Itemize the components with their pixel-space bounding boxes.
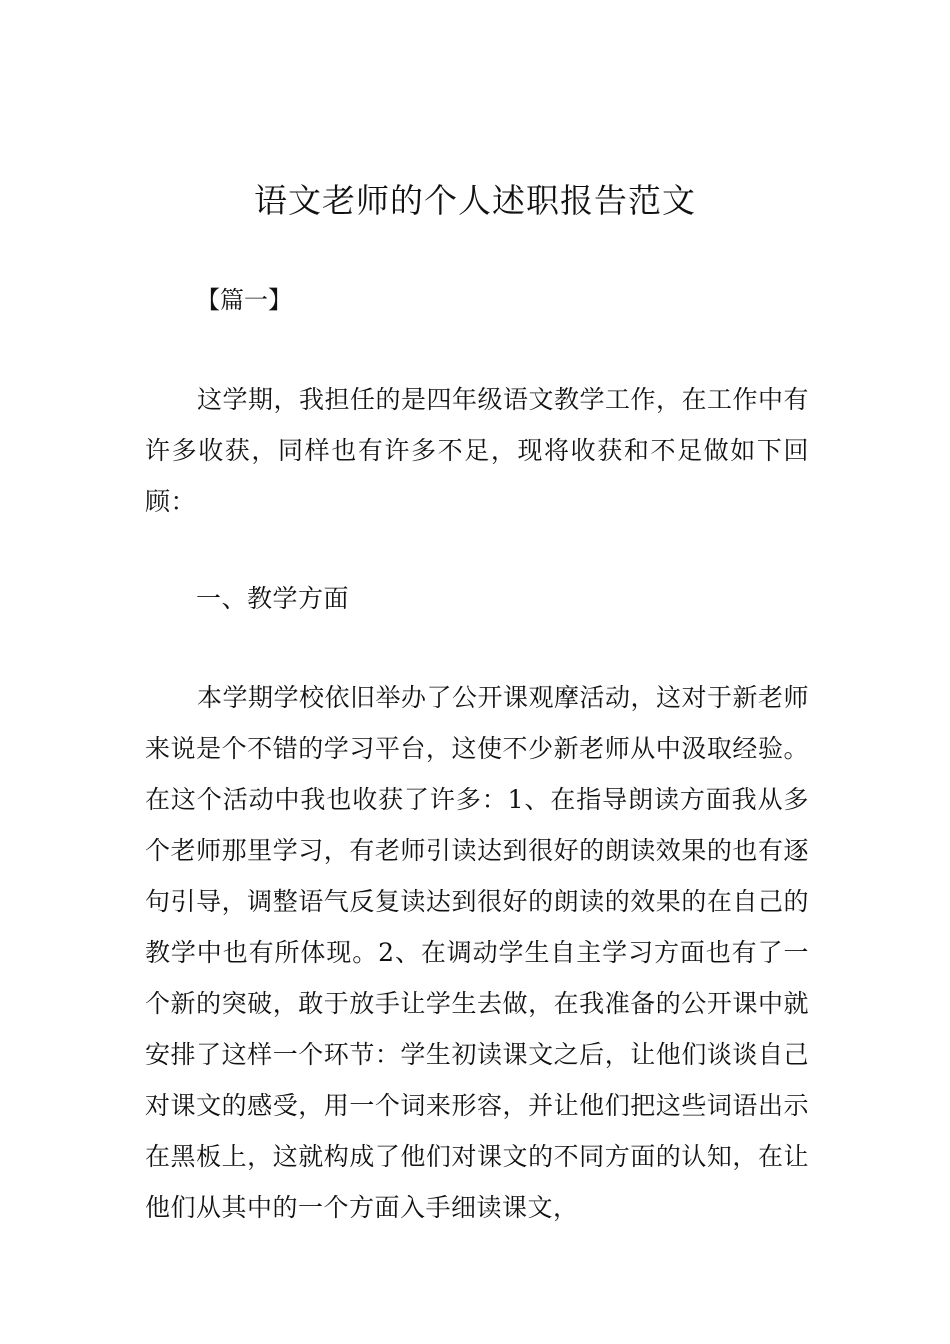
part-label: 【篇一】 [196,286,292,314]
document-title: 语文老师的个人述职报告范文 [254,181,696,220]
body-paragraph: 本学期学校依旧举办了公开课观摩活动，这对于新老师来说是个不错的学习平台，这使不少新老师从中汲取经验。在这个活动中我也收获了许多：1、在指导朗读方面我从多个老师那里学习，有老师引读达到很好的朗读效果的也有逐句引导，调整语气反复读达到很好的朗读的效果的在自己的教学中也有所体现。2、在调动学生自主学习方面也有了一个新的突破，敢于放手让学生去做，在我准备的公开课中就安排了这样一个环节：学生初读课文之后，让他们谈谈自己对课文的感受，用一个词来形容，并让他们把这些词语出示在黑板上，这就构成了他们对课文的不同方面的认知，在让他们从其中的一个方面入手细读课文， [145,683,810,1222]
intro-paragraph: 这学期，我担任的是四年级语文教学工作，在工作中有许多收获，同样也有许多不足，现将收获和不足做如下回顾： [145,385,810,516]
section-heading: 一、教学方面 [196,584,350,613]
